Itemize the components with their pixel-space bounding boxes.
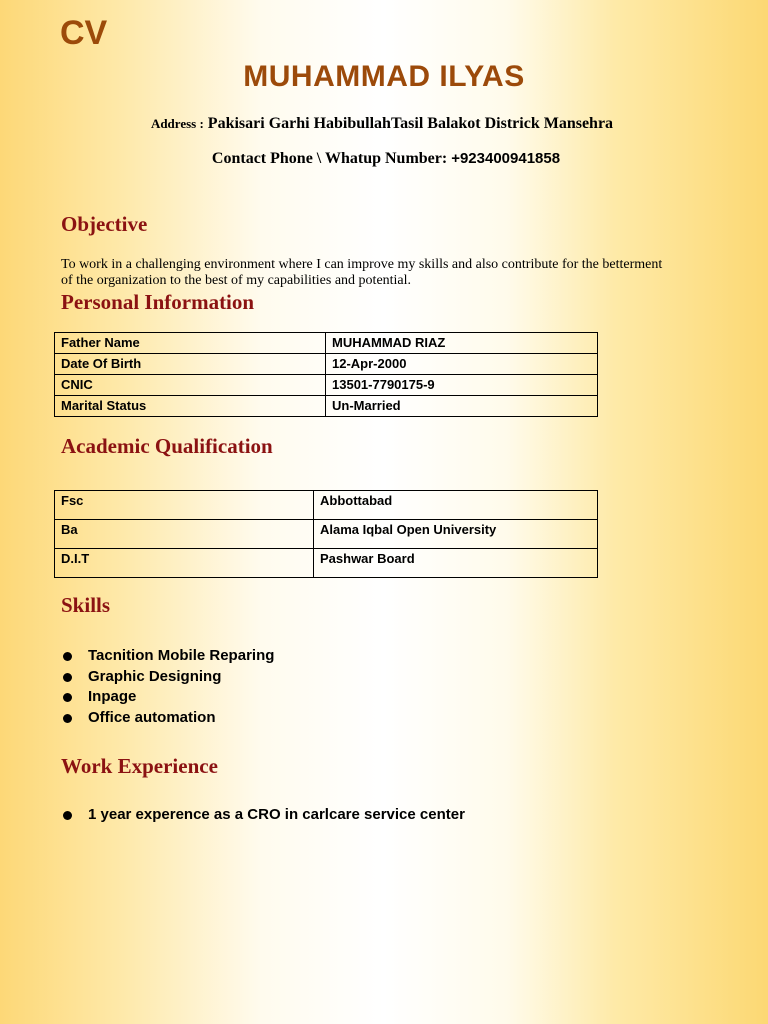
list-item: [62, 708, 274, 729]
skill-label: Graphic Designing: [88, 667, 222, 685]
academic-heading: Academic Qualification: [61, 434, 273, 458]
bullet-icon: [63, 811, 72, 820]
academic-table: [54, 490, 598, 578]
institute-cell: Alama Iqbal Open University: [314, 520, 598, 549]
personal-label-cell: Marital Status: [55, 396, 326, 417]
address-value: Pakisari Garhi HabibullahTasil Balakot Districk Mansehra: [207, 115, 614, 132]
address-label: Address :: [150, 116, 204, 131]
personal-label-cell: CNIC: [55, 375, 326, 396]
personal-info-table: [54, 332, 598, 417]
personal-value-cell: 13501-7790175-9: [326, 375, 598, 396]
table-row: [55, 396, 598, 417]
table-row: [55, 333, 598, 354]
personal-info-heading: Personal Information: [61, 290, 255, 314]
skills-heading: Skills: [61, 593, 111, 617]
contact-line: [0, 150, 768, 168]
work-experience-heading: Work Experience: [61, 754, 218, 778]
personal-value-cell: 12-Apr-2000: [326, 354, 598, 375]
table-row: [55, 491, 598, 520]
bullet-icon: [63, 673, 72, 682]
list-item: [62, 687, 274, 708]
table-row: [55, 354, 598, 375]
degree-cell: Ba: [55, 520, 314, 549]
list-item: [62, 667, 274, 688]
objective-heading: Objective: [61, 212, 148, 236]
skills-list: [62, 646, 274, 728]
list-item: [62, 805, 465, 826]
skill-label: Tacnition Mobile Reparing: [88, 647, 275, 664]
degree-cell: Fsc: [55, 491, 314, 520]
institute-cell: Abbottabad: [314, 491, 598, 520]
address-line: [0, 115, 764, 133]
table-row: [55, 520, 598, 549]
cv-title: CV: [60, 14, 108, 52]
objective-text: To work in a challenging environment where I can improve my skills and also contribute for the betterment of the organization to the best of my capabilities and potential.: [61, 257, 663, 288]
institute-cell: Pashwar Board: [314, 549, 598, 578]
contact-label: Contact Phone \ Whatup Number:: [211, 150, 448, 167]
personal-label-cell: Date Of Birth: [55, 354, 326, 375]
bullet-icon: [63, 652, 72, 661]
table-row: [55, 375, 598, 396]
bullet-icon: [63, 714, 72, 723]
personal-value-cell: MUHAMMAD RIAZ: [326, 333, 598, 354]
candidate-name: MUHAMMAD ILYAS: [243, 60, 525, 93]
work-experience-list: [62, 805, 465, 826]
personal-value-cell: Un-Married: [326, 396, 598, 417]
experience-label: 1 year experence as a CRO in carlcare service center: [88, 806, 465, 823]
contact-number: +923400941858: [451, 150, 561, 167]
skill-label: Office automation: [88, 708, 216, 726]
degree-cell: D.I.T: [55, 549, 314, 578]
table-row: [55, 549, 598, 578]
list-item: [62, 646, 274, 667]
skill-label: Inpage: [88, 688, 137, 705]
bullet-icon: [63, 693, 72, 702]
personal-label-cell: Father Name: [55, 333, 326, 354]
